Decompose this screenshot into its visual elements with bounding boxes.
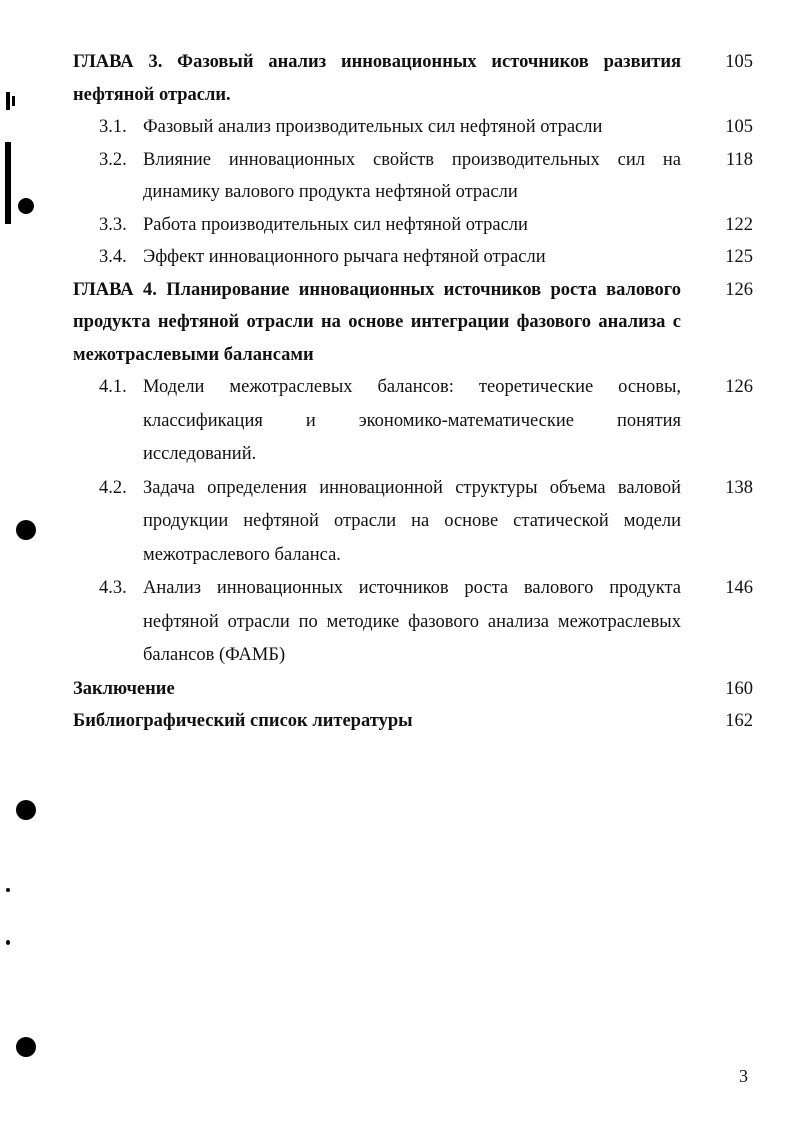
toc-section-4-3[interactable] [73, 572, 753, 673]
toc-section-3-2[interactable] [73, 144, 753, 209]
toc-entry-title: Эффект инновационного рычага нефтяной отрасли [143, 247, 546, 267]
toc-page-number: 122 [725, 214, 753, 235]
punch-hole [6, 888, 10, 892]
toc-section-number: 3.1. [99, 117, 127, 137]
toc-section-3-4[interactable] [73, 241, 753, 274]
toc-section-number: 3.3. [99, 214, 127, 235]
toc-page-number: 105 [725, 52, 753, 72]
toc-section-4-2[interactable] [73, 472, 753, 573]
toc-page-number: 146 [725, 578, 753, 598]
toc-chapter-3[interactable] [73, 46, 753, 111]
scan-mark [6, 92, 10, 110]
table-of-contents [73, 46, 753, 738]
punch-hole [16, 800, 36, 820]
punch-hole [16, 1037, 36, 1057]
toc-entry-title: Задача определения инновационной структуры объема валовой продукции нефтяной отрасли на основе статической модели межотраслевого баланса. [143, 477, 681, 565]
toc-entry-title: ГЛАВА 4. Планирование инновационных источников роста валового продукта нефтяной отрасли на основе интеграции фазового анализа с межотраслевыми балансами [73, 279, 681, 365]
toc-section-number: 3.4. [99, 247, 127, 267]
toc-chapter-4[interactable] [73, 274, 753, 372]
scan-mark [5, 142, 11, 224]
toc-page-number: 138 [725, 477, 753, 498]
toc-entry-title: Заключение [73, 678, 175, 699]
toc-page-number: 160 [725, 678, 753, 699]
punch-hole [16, 520, 36, 540]
toc-entry-title: Библиографический список литературы [73, 711, 413, 731]
punch-hole [6, 940, 10, 945]
toc-entry-title: Анализ инновационных источников роста валового продукта нефтяной отрасли по методике фазового анализа межотраслевых балансов (ФАМБ) [143, 578, 681, 665]
punch-hole [18, 198, 34, 214]
scan-mark [12, 96, 15, 106]
toc-conclusion[interactable] [73, 673, 753, 706]
toc-section-3-1[interactable] [73, 111, 753, 144]
toc-page-number: 118 [725, 149, 753, 170]
toc-entry-title: Фазовый анализ производительных сил нефтяной отрасли [143, 117, 603, 137]
toc-entry-title: Влияние инновационных свойств производительных сил на динамику валового продукта нефтяной отрасли [143, 149, 681, 202]
toc-section-4-1[interactable] [73, 371, 753, 472]
toc-bibliography[interactable] [73, 705, 753, 738]
toc-page-number: 125 [725, 247, 753, 267]
page-number: 3 [739, 1066, 748, 1086]
toc-entry-title: Работа производительных сил нефтяной отрасли [143, 214, 528, 235]
toc-section-3-3[interactable] [73, 209, 753, 242]
toc-entry-title: ГЛАВА 3. Фазовый анализ инновационных источников развития нефтяной отрасли. [73, 52, 681, 105]
toc-page-number: 126 [725, 377, 753, 397]
toc-section-number: 4.3. [99, 578, 127, 598]
toc-entry-title: Модели межотраслевых балансов: теоретические основы, классификация и экономико-математические понятия исследований. [143, 377, 681, 464]
toc-page-number: 105 [725, 117, 753, 137]
toc-section-number: 4.2. [99, 477, 127, 498]
toc-section-number: 3.2. [99, 149, 127, 170]
toc-section-number: 4.1. [99, 377, 127, 397]
toc-page-number: 126 [725, 279, 753, 300]
toc-page-number: 162 [725, 711, 753, 731]
